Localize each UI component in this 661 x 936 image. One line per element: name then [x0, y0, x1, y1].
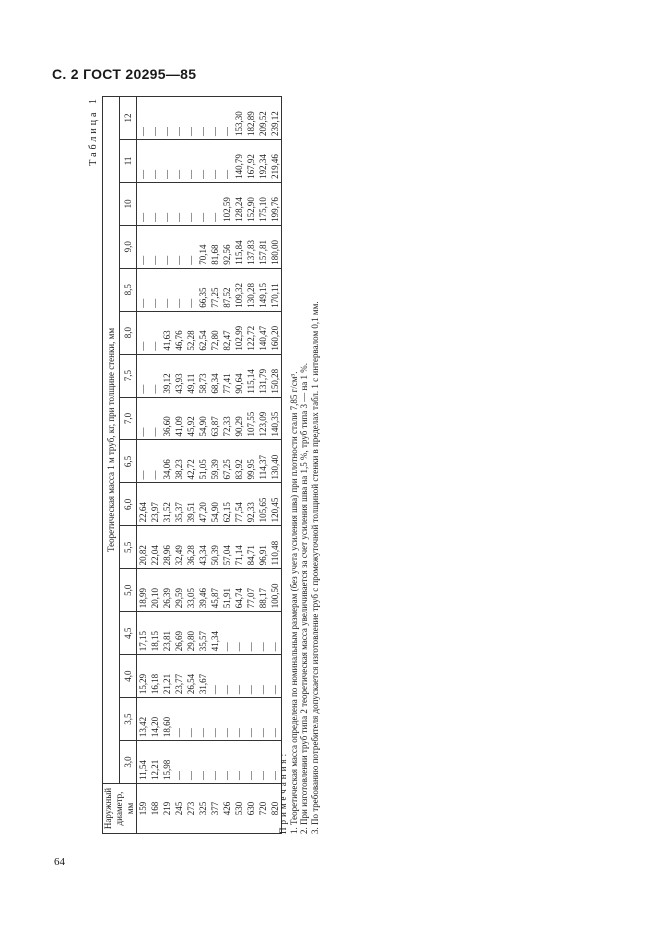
mass-cell: 239,12 [269, 97, 282, 140]
mass-cell: 41,63 [161, 311, 173, 354]
rotated-table-block [86, 94, 346, 834]
mass-cell: 52,28 [185, 311, 197, 354]
mass-cell: — [137, 225, 150, 268]
table-row [209, 97, 221, 834]
notes-title: Примечания: [278, 750, 288, 834]
mass-cell: — [221, 741, 233, 784]
mass-cell: 50,39 [209, 526, 221, 569]
mass-cell: 59,39 [209, 440, 221, 483]
notes [278, 301, 320, 834]
mass-cell: 20,82 [137, 526, 150, 569]
mass-cell: — [209, 741, 221, 784]
mass-cell: 140,35 [269, 397, 282, 440]
mass-cell: 137,83 [245, 225, 257, 268]
mass-cell: 219,46 [269, 139, 282, 182]
mass-cell: 157,81 [257, 225, 269, 268]
diameter-cell: 377 [209, 784, 221, 834]
mass-cell: 107,55 [245, 397, 257, 440]
mass-cell: 83,92 [233, 440, 245, 483]
mass-cell: 140,47 [257, 311, 269, 354]
mass-cell: 41,09 [173, 397, 185, 440]
thickness-header: 8,0 [120, 311, 137, 354]
mass-cell: — [197, 182, 209, 225]
mass-cell: 22,64 [137, 483, 150, 526]
mass-cell: — [269, 655, 282, 698]
mass-cell: — [185, 698, 197, 741]
mass-cell: 36,28 [185, 526, 197, 569]
mass-cell: 84,71 [245, 526, 257, 569]
table-row [137, 97, 150, 834]
mass-cell: 18,99 [137, 569, 150, 612]
mass-cell: 26,69 [173, 612, 185, 655]
mass-cell: — [185, 225, 197, 268]
table-row [173, 97, 185, 834]
diameter-cell: 820 [269, 784, 282, 834]
mass-cell: — [233, 612, 245, 655]
mass-cell: 20,10 [149, 569, 161, 612]
mass-cell: — [257, 655, 269, 698]
mass-cell: 17,15 [137, 612, 150, 655]
mass-cell: 77,41 [221, 354, 233, 397]
mass-cell: 42,72 [185, 440, 197, 483]
mass-cell: 58,73 [197, 354, 209, 397]
mass-cell: 54,90 [209, 483, 221, 526]
thickness-header: 5,5 [120, 526, 137, 569]
mass-cell: 96,91 [257, 526, 269, 569]
mass-cell: 28,96 [161, 526, 173, 569]
mass-cell: — [161, 97, 173, 140]
mass-cell: — [221, 139, 233, 182]
mass-cell: 14,20 [149, 698, 161, 741]
mass-cell: 170,11 [269, 268, 282, 311]
mass-cell: — [149, 354, 161, 397]
mass-cell: — [185, 268, 197, 311]
mass-cell: — [173, 182, 185, 225]
table-row [257, 97, 269, 834]
mass-cell: 90,29 [233, 397, 245, 440]
mass-cell: 23,81 [161, 612, 173, 655]
mass-cell: — [137, 311, 150, 354]
mass-cell: 105,65 [257, 483, 269, 526]
mass-cell: — [197, 139, 209, 182]
mass-cell: 109,32 [233, 268, 245, 311]
mass-cell: 130,28 [245, 268, 257, 311]
thickness-header: 7,0 [120, 397, 137, 440]
mass-cell: 66,35 [197, 268, 209, 311]
mass-cell: 77,25 [209, 268, 221, 311]
mass-cell: 122,72 [245, 311, 257, 354]
mass-cell: 45,87 [209, 569, 221, 612]
thickness-header: 7,5 [120, 354, 137, 397]
mass-cell: 39,46 [197, 569, 209, 612]
table-row [245, 97, 257, 834]
mass-cell: 51,05 [197, 440, 209, 483]
mass-cell: — [137, 182, 150, 225]
mass-cell: 45,92 [185, 397, 197, 440]
mass-cell: 131,79 [257, 354, 269, 397]
thickness-header: 8,5 [120, 268, 137, 311]
mass-cell: 62,54 [197, 311, 209, 354]
mass-cell: 149,15 [257, 268, 269, 311]
thickness-header: 6,5 [120, 440, 137, 483]
mass-cell: 32,49 [173, 526, 185, 569]
mass-cell: — [161, 139, 173, 182]
mass-cell: — [161, 225, 173, 268]
mass-cell: 41,34 [209, 612, 221, 655]
mass-cell: 68,34 [209, 354, 221, 397]
table-title: Таблица 1 [88, 96, 99, 166]
mass-cell: 26,39 [161, 569, 173, 612]
mass-cell: — [173, 268, 185, 311]
mass-cell: 63,87 [209, 397, 221, 440]
mass-cell: 29,80 [185, 612, 197, 655]
mass-cell: 31,67 [197, 655, 209, 698]
mass-cell: 115,84 [233, 225, 245, 268]
mass-cell: 120,45 [269, 483, 282, 526]
mass-cell: 182,89 [245, 97, 257, 140]
mass-cell: 123,09 [257, 397, 269, 440]
mass-cell: — [161, 182, 173, 225]
mass-cell: — [137, 268, 150, 311]
mass-cell: — [137, 354, 150, 397]
mass-cell: — [245, 741, 257, 784]
mass-cell: 192,34 [257, 139, 269, 182]
thickness-header: 9,0 [120, 225, 137, 268]
mass-cell: — [149, 225, 161, 268]
mass-cell: — [233, 655, 245, 698]
thickness-header: 6,0 [120, 483, 137, 526]
thickness-header: 12 [120, 97, 137, 140]
mass-cell: 11,54 [137, 741, 150, 784]
thickness-header: 3,5 [120, 698, 137, 741]
mass-cell: — [173, 139, 185, 182]
mass-cell: — [233, 741, 245, 784]
mass-cell: — [185, 97, 197, 140]
diameter-cell: 273 [185, 784, 197, 834]
thickness-header: 4,0 [120, 655, 137, 698]
mass-cell: 199,76 [269, 182, 282, 225]
mass-cell: — [149, 139, 161, 182]
diameter-cell: 630 [245, 784, 257, 834]
note-2: 2. При изготовлении труб типа 2 теоретическая масса увеличивается за счет усиления шва на 1,5 %, труб типа 3 — на 1 %. [299, 362, 309, 834]
mass-cell: 100,50 [269, 569, 282, 612]
mass-cell: 70,14 [197, 225, 209, 268]
mass-cell: — [185, 741, 197, 784]
mass-cell: — [209, 655, 221, 698]
mass-cell: 90,64 [233, 354, 245, 397]
mass-cell: — [161, 268, 173, 311]
mass-cell: — [137, 139, 150, 182]
mass-cell: 128,24 [233, 182, 245, 225]
mass-cell: 77,07 [245, 569, 257, 612]
mass-cell: — [269, 741, 282, 784]
mass-cell: — [245, 655, 257, 698]
mass-cell: — [245, 612, 257, 655]
mass-cell: — [137, 97, 150, 140]
table-row [161, 97, 173, 834]
mass-cell: 35,37 [173, 483, 185, 526]
mass-cell: 38,23 [173, 440, 185, 483]
mass-header: Теоретическая масса 1 м труб, кг, при толщине стенки, мм [103, 97, 120, 784]
mass-cell: 67,25 [221, 440, 233, 483]
mass-cell: 71,14 [233, 526, 245, 569]
mass-cell: 87,52 [221, 268, 233, 311]
mass-cell: 82,47 [221, 311, 233, 354]
mass-cell: — [149, 311, 161, 354]
mass-cell: 81,68 [209, 225, 221, 268]
mass-cell: — [233, 698, 245, 741]
mass-cell: 153,30 [233, 97, 245, 140]
thickness-header: 3,0 [120, 741, 137, 784]
mass-cell: — [257, 698, 269, 741]
mass-cell: 31,52 [161, 483, 173, 526]
mass-cell: 21,21 [161, 655, 173, 698]
mass-cell: 13,42 [137, 698, 150, 741]
mass-cell: 39,51 [185, 483, 197, 526]
mass-cell: 130,40 [269, 440, 282, 483]
mass-cell: 140,79 [233, 139, 245, 182]
mass-cell: — [173, 741, 185, 784]
mass-cell: — [269, 698, 282, 741]
mass-cell: 92,56 [221, 225, 233, 268]
mass-cell: 77,54 [233, 483, 245, 526]
mass-cell: — [137, 397, 150, 440]
diameter-cell: 245 [173, 784, 185, 834]
mass-cell: — [245, 698, 257, 741]
note-1: 1. Теоретическая масса определена по номинальным размерам (без учета усиления шва) при плотности стали 7,85 г/см³. [288, 371, 299, 834]
mass-table [102, 96, 282, 834]
mass-cell: — [185, 139, 197, 182]
diameter-header: Наружный диаметр, мм [103, 784, 137, 834]
mass-cell: — [209, 182, 221, 225]
mass-cell: 12,21 [149, 741, 161, 784]
mass-cell: 88,17 [257, 569, 269, 612]
mass-cell: 152,90 [245, 182, 257, 225]
mass-cell: 49,11 [185, 354, 197, 397]
mass-cell: 110,48 [269, 526, 282, 569]
mass-cell: — [269, 612, 282, 655]
mass-cell: 115,14 [245, 354, 257, 397]
diameter-cell: 159 [137, 784, 150, 834]
mass-cell: — [221, 655, 233, 698]
page-number: 64 [54, 856, 65, 868]
mass-cell: 167,92 [245, 139, 257, 182]
mass-cell: — [257, 741, 269, 784]
mass-cell: 18,60 [161, 698, 173, 741]
diameter-cell: 168 [149, 784, 161, 834]
table-row [149, 97, 161, 834]
mass-cell: — [197, 741, 209, 784]
diameter-cell: 720 [257, 784, 269, 834]
thickness-header: 4,5 [120, 612, 137, 655]
mass-cell: 43,34 [197, 526, 209, 569]
mass-cell: 57,04 [221, 526, 233, 569]
mass-cell: — [257, 612, 269, 655]
mass-cell: 34,06 [161, 440, 173, 483]
mass-cell: 72,80 [209, 311, 221, 354]
mass-cell: — [185, 182, 197, 225]
mass-cell: 36,60 [161, 397, 173, 440]
mass-cell: 99,95 [245, 440, 257, 483]
mass-cell: 39,12 [161, 354, 173, 397]
mass-cell: — [209, 97, 221, 140]
mass-cell: 15,29 [137, 655, 150, 698]
mass-cell: 23,97 [149, 483, 161, 526]
mass-cell: — [221, 97, 233, 140]
mass-cell: 15,98 [161, 741, 173, 784]
mass-cell: 16,18 [149, 655, 161, 698]
mass-cell: 64,74 [233, 569, 245, 612]
diameter-cell: 325 [197, 784, 209, 834]
mass-cell: 51,91 [221, 569, 233, 612]
mass-cell: 35,57 [197, 612, 209, 655]
mass-cell: 209,52 [257, 97, 269, 140]
mass-cell: 102,59 [221, 182, 233, 225]
mass-cell: — [221, 612, 233, 655]
mass-cell: 114,37 [257, 440, 269, 483]
note-3: 3. По требованию потребителя допускается изготовление труб с промежуточной толщиной стенки в пределах табл. 1 с интервалом 0,1 мм. [309, 301, 320, 834]
mass-cell: 43,93 [173, 354, 185, 397]
document-header: С. 2 ГОСТ 20295—85 [52, 66, 197, 82]
mass-cell: — [209, 698, 221, 741]
thickness-header: 5,0 [120, 569, 137, 612]
mass-cell: — [173, 225, 185, 268]
mass-cell: 102,99 [233, 311, 245, 354]
mass-cell: — [149, 182, 161, 225]
mass-cell: — [149, 397, 161, 440]
thickness-header: 10 [120, 182, 137, 225]
mass-cell: — [197, 97, 209, 140]
mass-cell: — [149, 97, 161, 140]
mass-cell: — [173, 97, 185, 140]
mass-cell: — [197, 698, 209, 741]
thickness-header: 11 [120, 139, 137, 182]
mass-cell: — [149, 268, 161, 311]
diameter-cell: 426 [221, 784, 233, 834]
mass-cell: 72,33 [221, 397, 233, 440]
mass-cell: — [209, 139, 221, 182]
mass-cell: 150,28 [269, 354, 282, 397]
mass-cell: 54,90 [197, 397, 209, 440]
mass-cell: 33,05 [185, 569, 197, 612]
mass-cell: 46,76 [173, 311, 185, 354]
mass-cell: — [173, 698, 185, 741]
mass-cell: 18,15 [149, 612, 161, 655]
mass-cell: — [137, 440, 150, 483]
mass-cell: — [221, 698, 233, 741]
mass-cell: 160,20 [269, 311, 282, 354]
mass-cell: 26,54 [185, 655, 197, 698]
thickness-header-row [120, 97, 137, 834]
mass-cell: 47,20 [197, 483, 209, 526]
mass-cell: 22,04 [149, 526, 161, 569]
table-row [233, 97, 245, 834]
mass-cell: 62,15 [221, 483, 233, 526]
mass-cell: 180,00 [269, 225, 282, 268]
mass-cell: — [149, 440, 161, 483]
table-row [221, 97, 233, 834]
diameter-cell: 530 [233, 784, 245, 834]
mass-cell: 29,59 [173, 569, 185, 612]
mass-cell: 23,77 [173, 655, 185, 698]
table-row [197, 97, 209, 834]
mass-cell: 92,33 [245, 483, 257, 526]
mass-cell: 175,10 [257, 182, 269, 225]
diameter-cell: 219 [161, 784, 173, 834]
table-row [185, 97, 197, 834]
